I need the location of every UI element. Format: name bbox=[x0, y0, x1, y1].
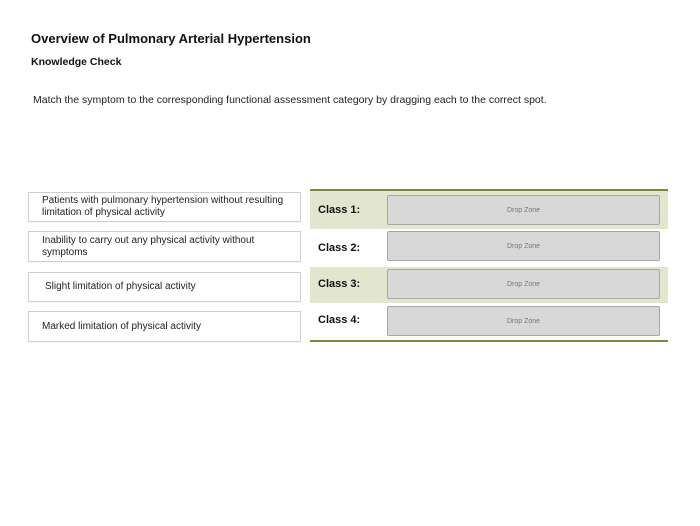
match-row-class-3 bbox=[310, 267, 668, 303]
drop-zone-class-1[interactable] bbox=[387, 195, 660, 225]
instructions-text: Match the symptom to the corresponding functional assessment category by dragging each to the correct spot. bbox=[33, 94, 547, 106]
drag-item-text: Inability to carry out any physical activity without symptoms bbox=[42, 234, 255, 258]
match-row-class-4 bbox=[310, 303, 668, 340]
drag-item-1[interactable] bbox=[28, 192, 301, 222]
drop-zone-class-2[interactable] bbox=[387, 231, 660, 261]
drag-item-2[interactable] bbox=[28, 231, 301, 262]
drag-item-4[interactable] bbox=[28, 311, 301, 342]
page-subtitle: Knowledge Check bbox=[31, 56, 122, 68]
class-label: Class 4: bbox=[318, 314, 361, 326]
page-title: Overview of Pulmonary Arterial Hypertension bbox=[31, 31, 311, 46]
drag-item-text: Patients with pulmonary hypertension without resulting limitation of physical activity bbox=[42, 195, 284, 218]
drop-zone-text: Drop Zone bbox=[506, 317, 541, 325]
class-label: Class 3: bbox=[318, 278, 361, 290]
drop-zone-text: Drop Zone bbox=[506, 280, 541, 288]
drop-zone-text: Drop Zone bbox=[506, 206, 541, 214]
drag-item-text: Slight limitation of physical activity bbox=[45, 281, 196, 292]
match-table bbox=[310, 189, 668, 342]
class-label: Class 2: bbox=[318, 242, 361, 254]
match-row-class-1 bbox=[310, 191, 668, 229]
drop-zone-class-4[interactable] bbox=[387, 306, 660, 336]
drop-zone-class-3[interactable] bbox=[387, 269, 660, 299]
drop-zone-text: Drop Zone bbox=[506, 242, 541, 250]
match-row-class-2 bbox=[310, 229, 668, 267]
drag-item-3[interactable] bbox=[28, 272, 301, 302]
class-label: Class 1: bbox=[318, 204, 361, 216]
drag-item-text: Marked limitation of physical activity bbox=[42, 320, 201, 332]
